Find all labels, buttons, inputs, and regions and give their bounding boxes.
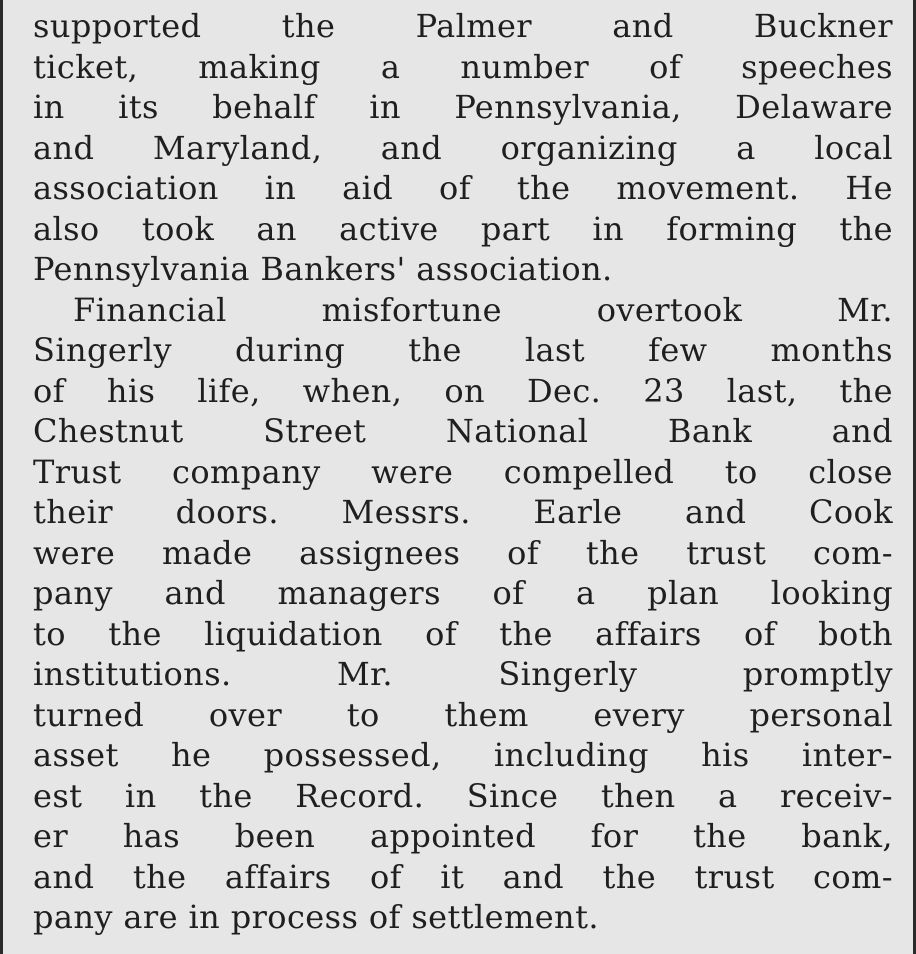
article-line: institutions. Mr. Singerly promptly: [33, 655, 893, 693]
article-line: and the affairs of it and the trust com-: [33, 857, 893, 896]
paragraph-start-line: Financial misfortune overtook Mr.: [73, 290, 893, 329]
article-line: in its behalf in Pennsylvania, Delaware: [33, 88, 893, 126]
article-line: of his life, when, on Dec. 23 last, the: [33, 371, 893, 410]
article-line: Trust company were compelled to close: [33, 452, 893, 491]
paragraph-end-line: pany are in process of settlement.: [33, 898, 599, 936]
article-line: association in aid of the movement. He: [33, 169, 893, 207]
article-line: supported the Palmer and Buckner: [33, 7, 893, 45]
article-line: asset he possessed, including his inter-: [33, 736, 893, 774]
article-line: turned over to them every personal: [33, 695, 893, 734]
article-line: and Maryland, and organizing a local: [33, 128, 893, 167]
article-line: pany and managers of a plan looking: [33, 574, 893, 612]
article-line: er has been appointed for the bank,: [33, 817, 893, 855]
article-line: Singerly during the last few months: [33, 331, 893, 369]
article-line: est in the Record. Since then a receiv-: [33, 776, 893, 815]
article-column: [33, 6, 893, 938]
article-line: to the liquidation of the affairs of both: [33, 614, 893, 653]
article-line: Chestnut Street National Bank and: [33, 412, 893, 450]
article-line: also took an active part in forming the: [33, 209, 893, 248]
article-line: their doors. Messrs. Earle and Cook: [33, 493, 893, 531]
article-line: were made assignees of the trust com-: [33, 533, 893, 572]
paragraph-end-line: Pennsylvania Bankers' association.: [33, 250, 613, 288]
article-line: ticket, making a number of speeches: [33, 47, 893, 86]
